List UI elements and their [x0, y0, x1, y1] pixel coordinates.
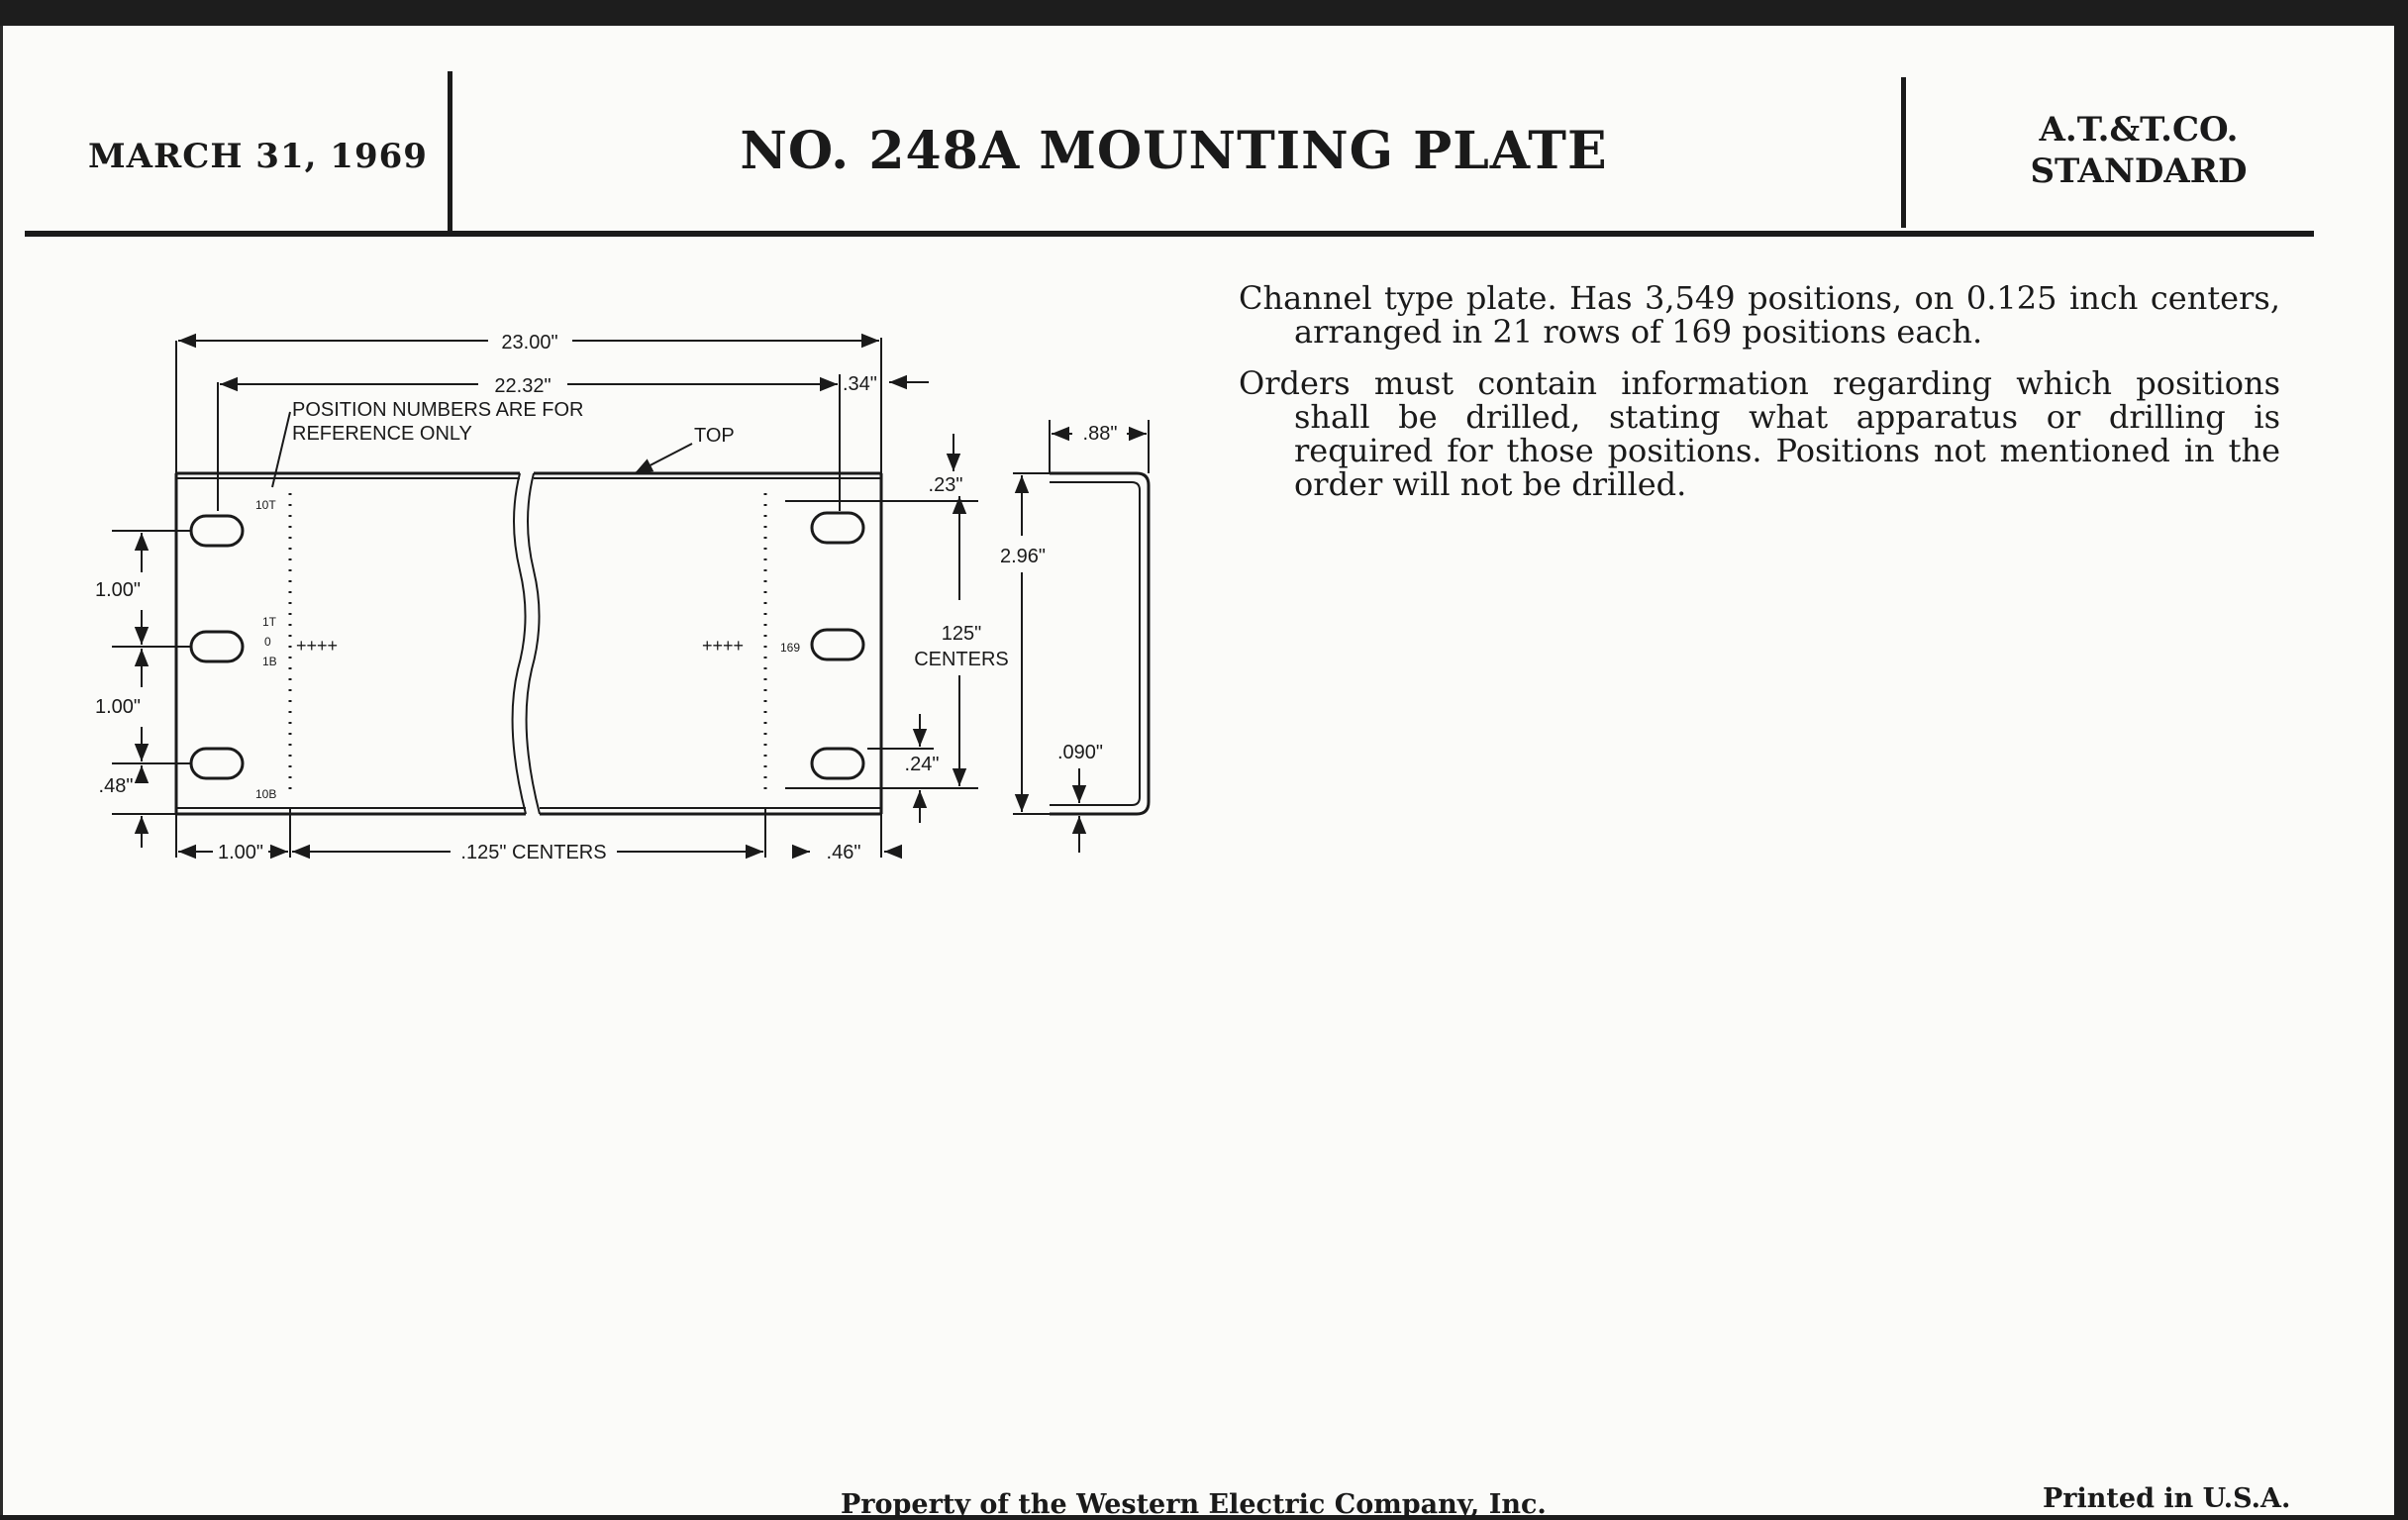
dim-hole-span: 22.32"	[494, 375, 552, 397]
dim-centers-v-line1: 125"	[941, 623, 982, 645]
mounting-slot-left-middle	[191, 632, 243, 661]
header-divider-right	[1901, 77, 1906, 228]
note-leader	[272, 412, 290, 487]
dim-right-offset: .46"	[826, 842, 861, 863]
dim-thickness: .090"	[1056, 742, 1104, 763]
spec-sheet	[0, 26, 2394, 1520]
description-paragraph-2: Orders must contain information regarding which positions shall be drilled, stating what apparatus or drilling is required for those positions. Positions not mentioned in the order will not be drilled.	[1239, 364, 2280, 503]
mounting-slot-right-bottom	[812, 749, 863, 778]
position-row-left: ++++	[296, 636, 339, 656]
dim-slot-spacing-1: 1.00"	[94, 579, 142, 601]
dim-top-edge: .23"	[928, 474, 963, 496]
footer-property: Property of the Western Electric Company, Inc.	[841, 1489, 1547, 1520]
description-paragraph-1: Channel type plate. Has 3,549 positions, on 0.125 inch centers, arranged in 21 rows of 169 positions each.	[1239, 279, 2280, 351]
footer-printed: Printed in U.S.A.	[2043, 1483, 2291, 1514]
standard-line-1: A.T.&T.CO.	[2039, 110, 2239, 150]
note-line-2: REFERENCE ONLY	[292, 423, 472, 445]
mounting-slot-left-top	[191, 516, 243, 546]
description	[1239, 281, 2280, 519]
dim-flange: .88"	[1082, 423, 1118, 445]
position-label-10b: 10B	[255, 787, 277, 801]
dim-slot-spacing-2: 1.00"	[94, 696, 142, 718]
position-row-right: ++++	[702, 636, 745, 656]
break-line-right	[527, 473, 540, 814]
document-title: NO. 248A MOUNTING PLATE	[740, 121, 1608, 181]
position-label-10t: 10T	[255, 498, 276, 512]
dim-centers-v-line2: CENTERS	[914, 649, 1009, 670]
mounting-plate-drawing	[94, 313, 1191, 877]
position-label-1b: 1B	[262, 655, 277, 668]
top-leader	[635, 444, 692, 473]
dim-overall-length: 23.00"	[501, 332, 558, 354]
break-line-left	[513, 473, 526, 814]
dim-bottom-edge: .24"	[904, 754, 940, 775]
dim-centers-h: .125" CENTERS	[460, 842, 607, 863]
note-line-1: POSITION NUMBERS ARE FOR	[292, 399, 584, 421]
label-top: TOP	[694, 425, 735, 447]
standard-mark	[2010, 109, 2267, 192]
dim-end-offset: .34"	[843, 373, 877, 395]
dim-bottom-slot: .48"	[98, 775, 134, 797]
standard-line-2: STANDARD	[2030, 152, 2248, 191]
mounting-slot-right-top	[812, 513, 863, 543]
dim-height: 2.96"	[999, 546, 1047, 567]
position-label-169: 169	[780, 641, 801, 655]
header-rule	[25, 231, 2314, 237]
issue-date: MARCH 31, 1969	[88, 137, 428, 176]
mounting-slot-left-bottom	[191, 749, 243, 778]
position-label-1t: 1T	[262, 615, 277, 629]
mounting-slot-right-middle	[812, 630, 863, 659]
position-label-0: 0	[264, 635, 271, 649]
dim-left-offset: 1.00"	[217, 842, 264, 863]
